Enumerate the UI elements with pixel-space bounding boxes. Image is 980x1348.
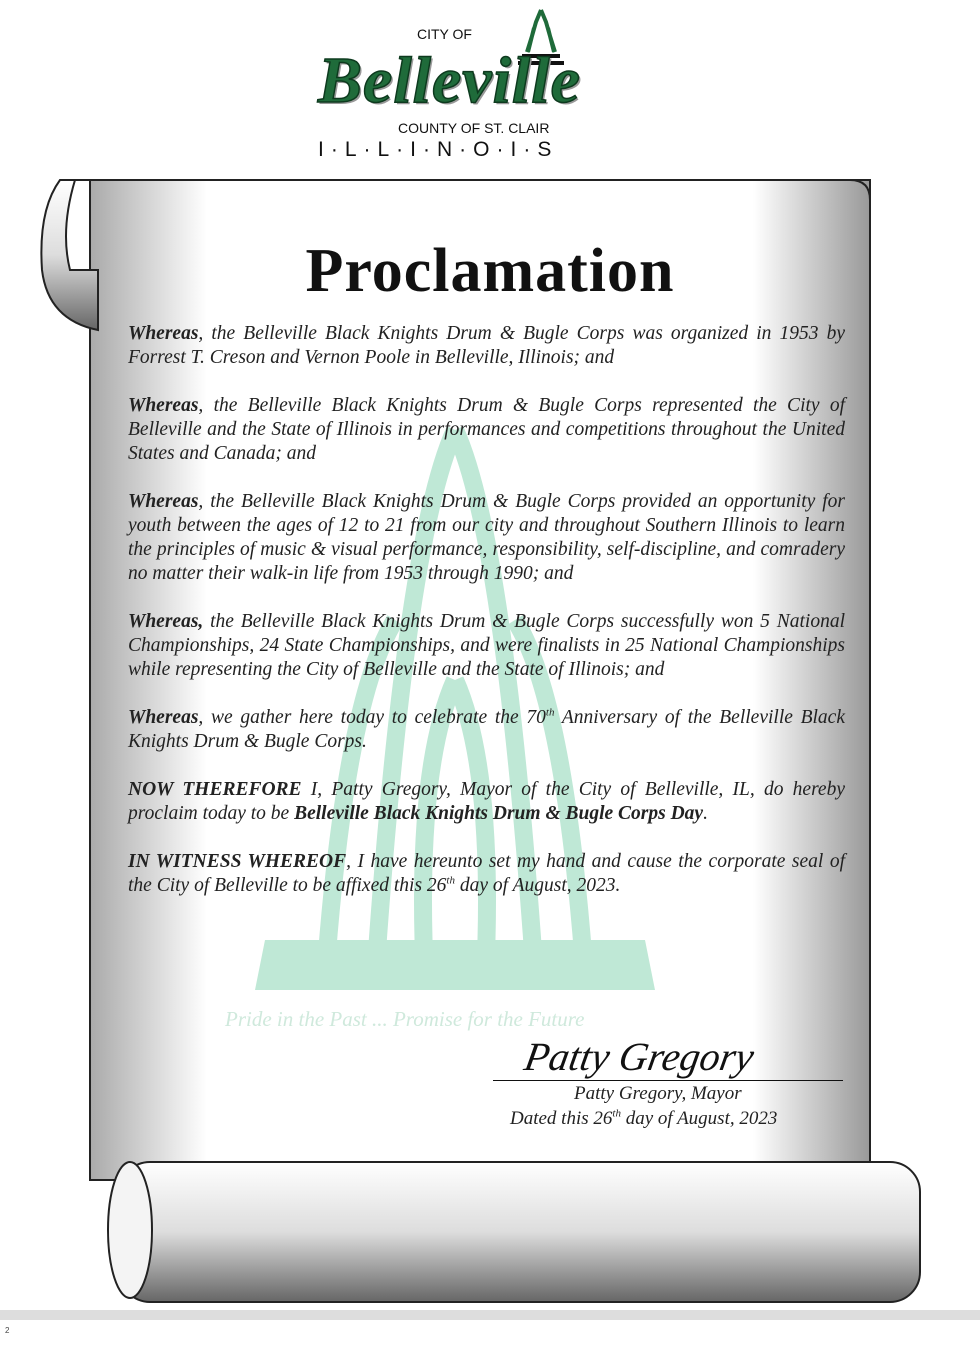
- text: the Belleville Black Knights Drum & Bugle Corps successfully won 5 National Championships, 24 State Championships, and were finalists in 25 National Championships while representing the City of Belleville and the State of Illinois; and: [128, 611, 845, 680]
- motto: Pride in the Past ... Promise for the Future: [225, 1007, 585, 1031]
- lead: Whereas: [128, 395, 199, 416]
- whereas-paragraph-1: [128, 322, 845, 370]
- proclamation-body: [128, 322, 845, 922]
- signature-line: [493, 1080, 843, 1081]
- text: I, Patty Gregory, Mayor of the City of Belleville, IL, do hereby proclaim today to be: [128, 779, 845, 824]
- sup: th: [446, 874, 455, 887]
- whereas-paragraph-2: [128, 394, 845, 466]
- logo-state: I·L·L·I·N·O·I·S: [318, 138, 559, 161]
- dated-post: day of August, 2023: [620, 1108, 778, 1129]
- dated-sup: th: [612, 1107, 621, 1120]
- text: , I have hereunto set my hand and cause the corporate seal of the City of Belleville to be affixed this 26: [128, 851, 845, 896]
- whereas-paragraph-4: [128, 610, 845, 682]
- logo-belleville: Belleville: [318, 44, 581, 117]
- page-title: Proclamation: [305, 237, 675, 305]
- now-therefore-paragraph: [128, 778, 845, 826]
- lead: Whereas: [128, 491, 199, 512]
- dated-line: [510, 1108, 777, 1130]
- whereas-paragraph-3: [128, 490, 845, 586]
- lead: Whereas: [128, 323, 199, 344]
- footer-code: 2: [5, 1326, 10, 1335]
- lead: IN WITNESS WHEREOF: [128, 851, 347, 872]
- logo-city-of: CITY OF: [417, 26, 472, 42]
- text: , we gather here today to celebrate the 70: [198, 707, 546, 728]
- text: , the Belleville Black Knights Drum & Bugle Corps was organized in 1953 by Forrest T. Creson and Vernon Poole in Belleville, Illinois; and: [128, 323, 845, 368]
- dated-pre: Dated this 26: [510, 1108, 613, 1129]
- text: Anniversary of the Belleville Black Knights Drum & Bugle Corps.: [128, 707, 845, 752]
- text: day of August, 2023.: [454, 875, 621, 896]
- lead: Whereas,: [128, 611, 204, 632]
- text: , the Belleville Black Knights Drum & Bugle Corps provided an opportunity for youth between the ages of 12 to 21 from our city and throughout Southern Illinois to learn the principles of music & visual performance, responsibility, self-discipline, and comradery no matter their walk-in life from 1953 through 1990; and: [128, 491, 845, 584]
- logo-county: COUNTY OF ST. CLAIR: [398, 120, 550, 136]
- witness-paragraph: [128, 850, 845, 898]
- whereas-paragraph-5: [128, 706, 845, 754]
- lead: Whereas: [128, 707, 199, 728]
- signer-name: Patty Gregory, Mayor: [574, 1083, 742, 1104]
- lead: NOW THEREFORE: [128, 779, 302, 800]
- text: , the Belleville Black Knights Drum & Bugle Corps represented the City of Belleville and the State of Illinois in performances and competitions throughout the United States and Canada; and: [128, 395, 845, 464]
- sup: th: [545, 706, 555, 719]
- signature: Patty Gregory: [521, 1034, 758, 1079]
- text: .: [703, 803, 708, 824]
- day-name: Belleville Black Knights Drum & Bugle Corps Day: [294, 803, 704, 824]
